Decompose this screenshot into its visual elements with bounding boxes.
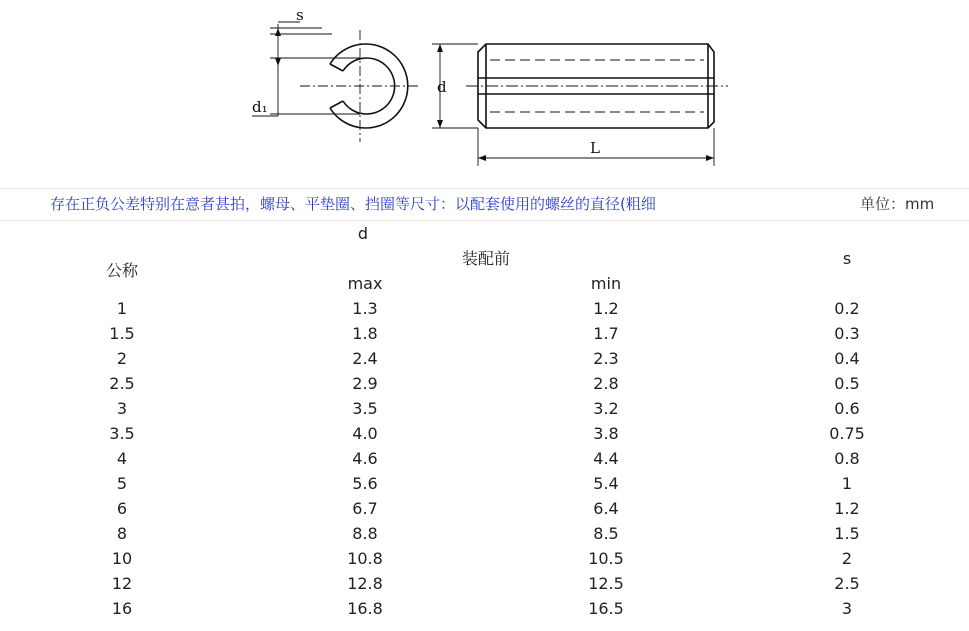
min-cell: 5.4 xyxy=(593,474,619,493)
max-cell: 12.8 xyxy=(347,574,383,593)
min-cell: 10.5 xyxy=(588,549,624,568)
nominal-cell: 2 xyxy=(116,349,128,368)
min-cell: 6.4 xyxy=(593,499,619,518)
s-cell: 1.5 xyxy=(834,524,860,543)
d1-label: d₁ xyxy=(252,98,268,116)
nominal-cell: 8 xyxy=(116,524,128,543)
s-cell: 0.6 xyxy=(834,399,860,418)
max-cell: 1.8 xyxy=(352,324,378,343)
s-cell: 2 xyxy=(841,549,853,568)
nominal-cell: 1 xyxy=(116,299,128,318)
max-cell: 2.4 xyxy=(352,349,378,368)
max-cell: 16.8 xyxy=(347,599,383,618)
nominal-cell: 4 xyxy=(116,449,128,468)
s-cell: 1.2 xyxy=(834,499,860,518)
max-cell: 10.8 xyxy=(347,549,383,568)
max-cell: 2.9 xyxy=(352,374,378,393)
nominal-cell: 10 xyxy=(111,549,133,568)
max-cell: 8.8 xyxy=(352,524,378,543)
header-d: d xyxy=(357,224,369,243)
max-cell: 5.6 xyxy=(352,474,378,493)
note-bar xyxy=(0,188,969,220)
d-label: d xyxy=(437,78,447,96)
s-cell: 0.2 xyxy=(834,299,860,318)
header-before-assembly: 装配前 xyxy=(461,249,511,268)
nominal-cell: 3.5 xyxy=(109,424,135,443)
s-cell: 0.4 xyxy=(834,349,860,368)
s-cell: 0.5 xyxy=(834,374,860,393)
tolerance-note: 存在正负公差特别在意者甚拍，螺母、平垫圈、挡圈等尺寸：以配套使用的螺丝的直径(粗细 xyxy=(50,195,656,213)
spec-table xyxy=(0,221,969,631)
s-label: s xyxy=(296,6,304,24)
min-cell: 1.7 xyxy=(593,324,619,343)
spring-pin-drawing xyxy=(0,0,969,188)
max-cell: 4.0 xyxy=(352,424,378,443)
max-cell: 3.5 xyxy=(352,399,378,418)
max-cell: 1.3 xyxy=(352,299,378,318)
nominal-cell: 2.5 xyxy=(109,374,135,393)
nominal-cell: 3 xyxy=(116,399,128,418)
min-cell: 1.2 xyxy=(593,299,619,318)
nominal-cell: 16 xyxy=(111,599,133,618)
min-cell: 3.8 xyxy=(593,424,619,443)
unit-label: 单位：mm xyxy=(860,195,935,213)
nominal-cell: 5 xyxy=(116,474,128,493)
max-cell: 6.7 xyxy=(352,499,378,518)
min-cell: 3.2 xyxy=(593,399,619,418)
nominal-cell: 1.5 xyxy=(109,324,135,343)
s-cell: 0.3 xyxy=(834,324,860,343)
header-min: min xyxy=(590,274,622,293)
min-cell: 8.5 xyxy=(593,524,619,543)
min-cell: 4.4 xyxy=(593,449,619,468)
nominal-cell: 6 xyxy=(116,499,128,518)
header-s: s xyxy=(842,249,852,268)
min-cell: 12.5 xyxy=(588,574,624,593)
min-cell: 16.5 xyxy=(588,599,624,618)
s-cell: 3 xyxy=(841,599,853,618)
s-cell: 1 xyxy=(841,474,853,493)
s-cell: 0.8 xyxy=(834,449,860,468)
s-cell: 0.75 xyxy=(829,424,865,443)
l-label: L xyxy=(590,139,600,157)
header-max: max xyxy=(347,274,383,293)
max-cell: 4.6 xyxy=(352,449,378,468)
s-cell: 2.5 xyxy=(834,574,860,593)
nominal-cell: 12 xyxy=(111,574,133,593)
min-cell: 2.3 xyxy=(593,349,619,368)
min-cell: 2.8 xyxy=(593,374,619,393)
header-nominal: 公称 xyxy=(105,261,139,280)
